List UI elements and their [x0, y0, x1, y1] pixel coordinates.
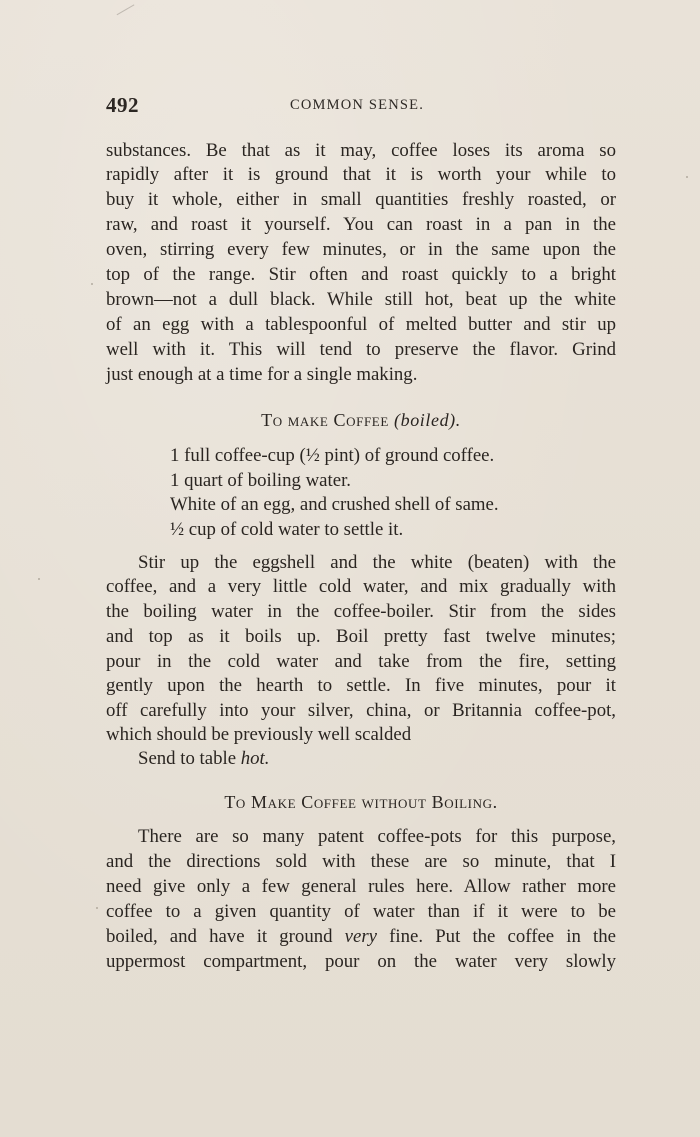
text-line: There are so many patent coffee-pots for this purpose,	[138, 826, 616, 847]
running-head: COMMON SENSE.	[290, 97, 425, 113]
text-line: well with it. This will tend to preserve the flavor. Grind	[106, 339, 616, 360]
text-line: which should be previously well scalded	[106, 724, 412, 745]
text-line: raw, and roast it yourself. You can roast in a pan in the	[106, 214, 616, 235]
text-segment: fine. Put the coffee in the	[389, 926, 616, 947]
recipe-heading-boiled	[106, 410, 616, 431]
text-line: coffee, and a very little cold water, and mix gradually with	[106, 576, 616, 597]
recipe-heading-without-boiling: To Make Coffee without Boiling.	[224, 792, 498, 812]
text-line: oven, stirring every few minutes, or in the same upon the	[106, 239, 616, 260]
corner-mark	[112, 0, 135, 15]
send-to-table-line	[138, 747, 269, 771]
emphasis-very: very	[344, 926, 377, 947]
paper-speck	[686, 176, 688, 178]
text-line: need give only a few general rules here. Allow rather more	[106, 876, 616, 897]
text-line: just enough at a time for a single making.	[106, 364, 418, 385]
text-line: substances. Be that as it may, coffee loses its aroma so	[106, 140, 616, 161]
text-line: rapidly after it is ground that it is worth your while to	[106, 164, 616, 185]
page-header	[106, 93, 616, 123]
paper-speck	[91, 283, 93, 285]
text-line: gently upon the hearth to settle. In five minutes, pour it	[106, 675, 616, 696]
ingredient-item: 1 quart of boiling water.	[170, 470, 351, 491]
text-line: of an egg with a tablespoonful of melted butter and stir up	[106, 314, 616, 335]
text-line: brown—not a dull black. While still hot, beat up the white	[106, 289, 616, 310]
paper-speck	[96, 907, 98, 909]
send-to-table-text: Send to table	[138, 748, 237, 769]
text-line: buy it whole, either in small quantities freshly roasted, or	[106, 189, 616, 210]
text-line-with-emphasis	[106, 925, 616, 949]
text-line: top of the range. Stir often and roast quickly to a bright	[106, 264, 616, 285]
text-line: uppermost compartment, pour on the water very slowly	[106, 951, 616, 972]
ingredient-item: ½ cup of cold water to settle it.	[170, 519, 404, 540]
text-line: and the directions sold with these are so minute, that I	[106, 851, 616, 872]
page-number: 492	[106, 93, 139, 117]
text-line: and top as it boils up. Boil pretty fast twelve minutes;	[106, 626, 616, 647]
text-segment: boiled, and have it ground	[106, 926, 333, 947]
text-line: pour in the cold water and take from the fire, setting	[106, 651, 616, 672]
ingredient-item: 1 full coffee-cup (½ pint) of ground coffee.	[170, 445, 495, 466]
paper-speck	[38, 578, 40, 580]
text-line: Stir up the eggshell and the white (beaten) with the	[138, 552, 616, 573]
recipe-heading-emphasis: (boiled).	[394, 410, 461, 430]
text-line: off carefully into your silver, china, or Britannia coffee-pot,	[106, 700, 616, 721]
send-to-table-emphasis: hot.	[240, 748, 270, 769]
recipe-heading-text: To make Coffee	[261, 410, 389, 430]
ingredient-item: White of an egg, and crushed shell of same.	[170, 494, 499, 515]
text-line: coffee to a given quantity of water than if it were to be	[106, 901, 616, 922]
text-line: the boiling water in the coffee-boiler. Stir from the sides	[106, 601, 616, 622]
